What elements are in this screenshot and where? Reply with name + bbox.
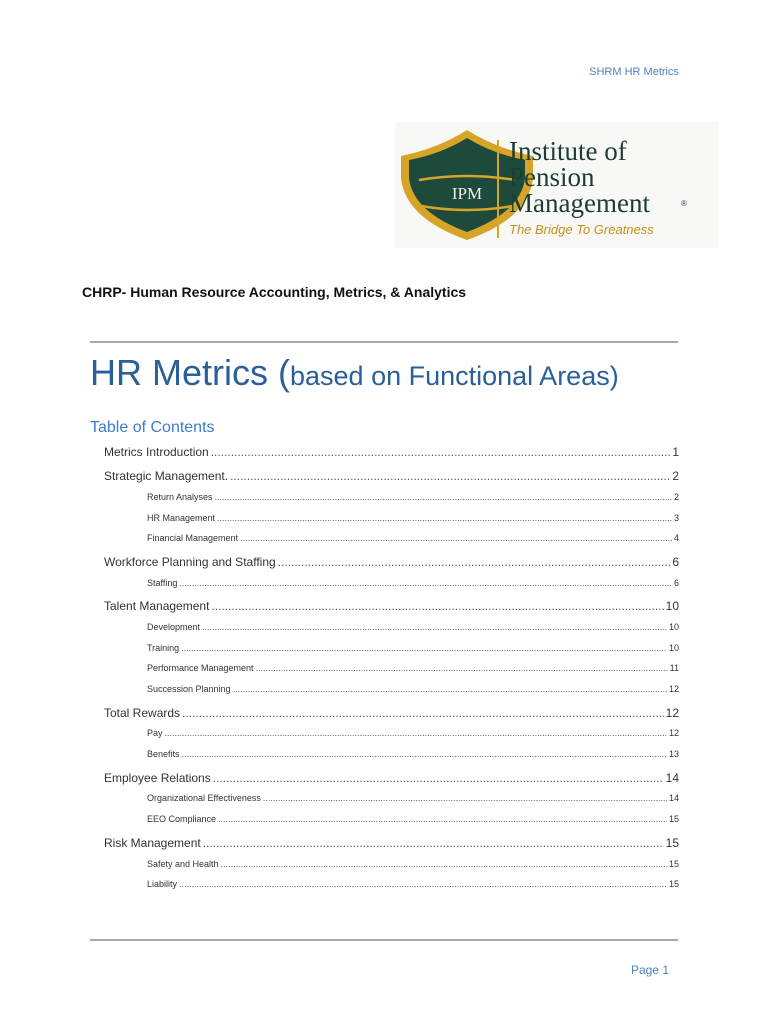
toc-heading: Table of Contents [90,419,215,436]
toc-entry-page: 6 [673,578,679,588]
toc-entry-safety-and-health[interactable] [147,859,679,869]
toc-entry-strategic-management[interactable] [104,469,679,483]
toc-entry-page: 14 [665,771,679,785]
toc-leader [263,793,667,803]
toc-entry-total-rewards[interactable] [104,706,679,720]
toc-entry-label: Employee Relations [104,771,211,785]
toc-entry-label: Risk Management [104,836,201,850]
toc-entry-page: 6 [672,555,679,569]
toc-leader [211,599,663,613]
toc-leader [179,578,672,588]
toc-entry-hr-management[interactable] [147,513,679,523]
toc-entry-talent-management[interactable] [104,599,679,613]
toc-entry-page: 12 [668,684,679,694]
course-title: CHRP- Human Resource Accounting, Metrics, & Analytics [82,284,467,300]
toc-entry-page: 12 [665,706,679,720]
toc-entry-liability[interactable] [147,879,679,889]
toc-entry-pay[interactable] [147,728,679,738]
toc-entry-label: Return Analyses [147,492,213,502]
top-divider [90,341,678,343]
toc-entry-page: 15 [665,836,679,850]
toc-leader [217,513,672,523]
toc-entry-page: 12 [668,728,679,738]
toc-leader [221,859,667,869]
toc-entry-employee-relations[interactable] [104,771,679,785]
toc-entry-label: Organizational Effectiveness [147,793,261,803]
toc-entry-label: Liability [147,879,178,889]
toc-entry-label: Financial Management [147,533,239,543]
toc-leader [181,643,667,653]
toc-entry-label: Strategic Management. [104,469,229,483]
toc-entry-label: Training [147,643,180,653]
toc-entry-page: 13 [668,749,679,759]
toc-entry-label: Total Rewards [104,706,181,720]
toc-entry-return-analyses[interactable] [147,492,679,502]
toc-entry-training[interactable] [147,643,679,653]
toc-entry-label: Metrics Introduction [104,445,209,459]
toc-entry-performance-management[interactable] [147,663,679,673]
toc-entry-label: Benefits [147,749,180,759]
logo-line-1: Institute of [509,136,627,166]
toc-entry-label: Staffing [147,578,178,588]
toc-leader [211,445,671,459]
toc-leader [202,622,667,632]
toc-entry-page: 15 [668,814,679,824]
toc-entry-label: Succession Planning [147,684,231,694]
toc-entry-benefits[interactable] [147,749,679,759]
toc-entry-label: Talent Management [104,599,210,613]
document-title-main: HR Metrics ( [90,352,290,393]
toc-entry-page: 10 [665,599,679,613]
toc-entry-page: 14 [668,793,679,803]
toc-entry-page: 3 [673,513,679,523]
logo-tagline: The Bridge To Greatness [509,222,654,237]
toc-entry-financial-management[interactable] [147,533,679,543]
bottom-divider [90,939,678,941]
toc-entry-metrics-introduction[interactable] [104,445,679,459]
toc-entry-label: Safety and Health [147,859,219,869]
toc-entry-page: 11 [669,663,679,673]
toc-entry-page: 15 [668,879,679,889]
toc-entry-label: Development [147,622,201,632]
page-number: Page 1 [630,963,669,977]
toc-entry-page: 10 [668,622,679,632]
toc-leader [165,728,667,738]
toc-entry-risk-management[interactable] [104,836,679,850]
toc-entry-label: HR Management [147,513,216,523]
toc-entry-page: 4 [673,533,679,543]
toc-entry-page: 2 [672,469,679,483]
ipm-logo [395,122,719,248]
toc-entry-label: Workforce Planning and Staffing [104,555,276,569]
toc-entry-organizational-effectiveness[interactable] [147,793,679,803]
toc-entry-staffing[interactable] [147,578,679,588]
toc-leader [233,684,667,694]
toc-entry-page: 15 [668,859,679,869]
toc-leader [182,706,664,720]
running-header: SHRM HR Metrics [589,66,679,78]
toc-entry-succession-planning[interactable] [147,684,679,694]
toc-entry-label: EEO Compliance [147,814,217,824]
toc-leader [230,469,670,483]
document-title [90,352,619,393]
toc-entry-development[interactable] [147,622,679,632]
toc-leader [179,879,667,889]
toc-leader [256,663,668,673]
toc-leader [203,836,664,850]
toc-entry-label: Performance Management [147,663,254,673]
toc-entry-page: 1 [672,445,679,459]
toc-entry-page: 2 [673,492,679,502]
logo-line-2: Pension [509,162,595,192]
toc-entry-page: 10 [668,643,679,653]
toc-entry-workforce-planning[interactable] [104,555,679,569]
toc-leader [278,555,671,569]
logo-monogram: IPM [451,184,483,203]
registered-mark: ® [681,199,687,208]
toc-leader [215,492,672,502]
toc-leader [240,533,672,543]
logo-line-3: Management [509,188,650,218]
ipm-logo-graphic [395,122,719,248]
toc-entry-eeo-compliance[interactable] [147,814,679,824]
document-title-sub: based on Functional Areas) [290,361,619,391]
toc-leader [213,771,664,785]
toc-leader [218,814,667,824]
toc-leader [182,749,667,759]
toc-entry-label: Pay [147,728,163,738]
